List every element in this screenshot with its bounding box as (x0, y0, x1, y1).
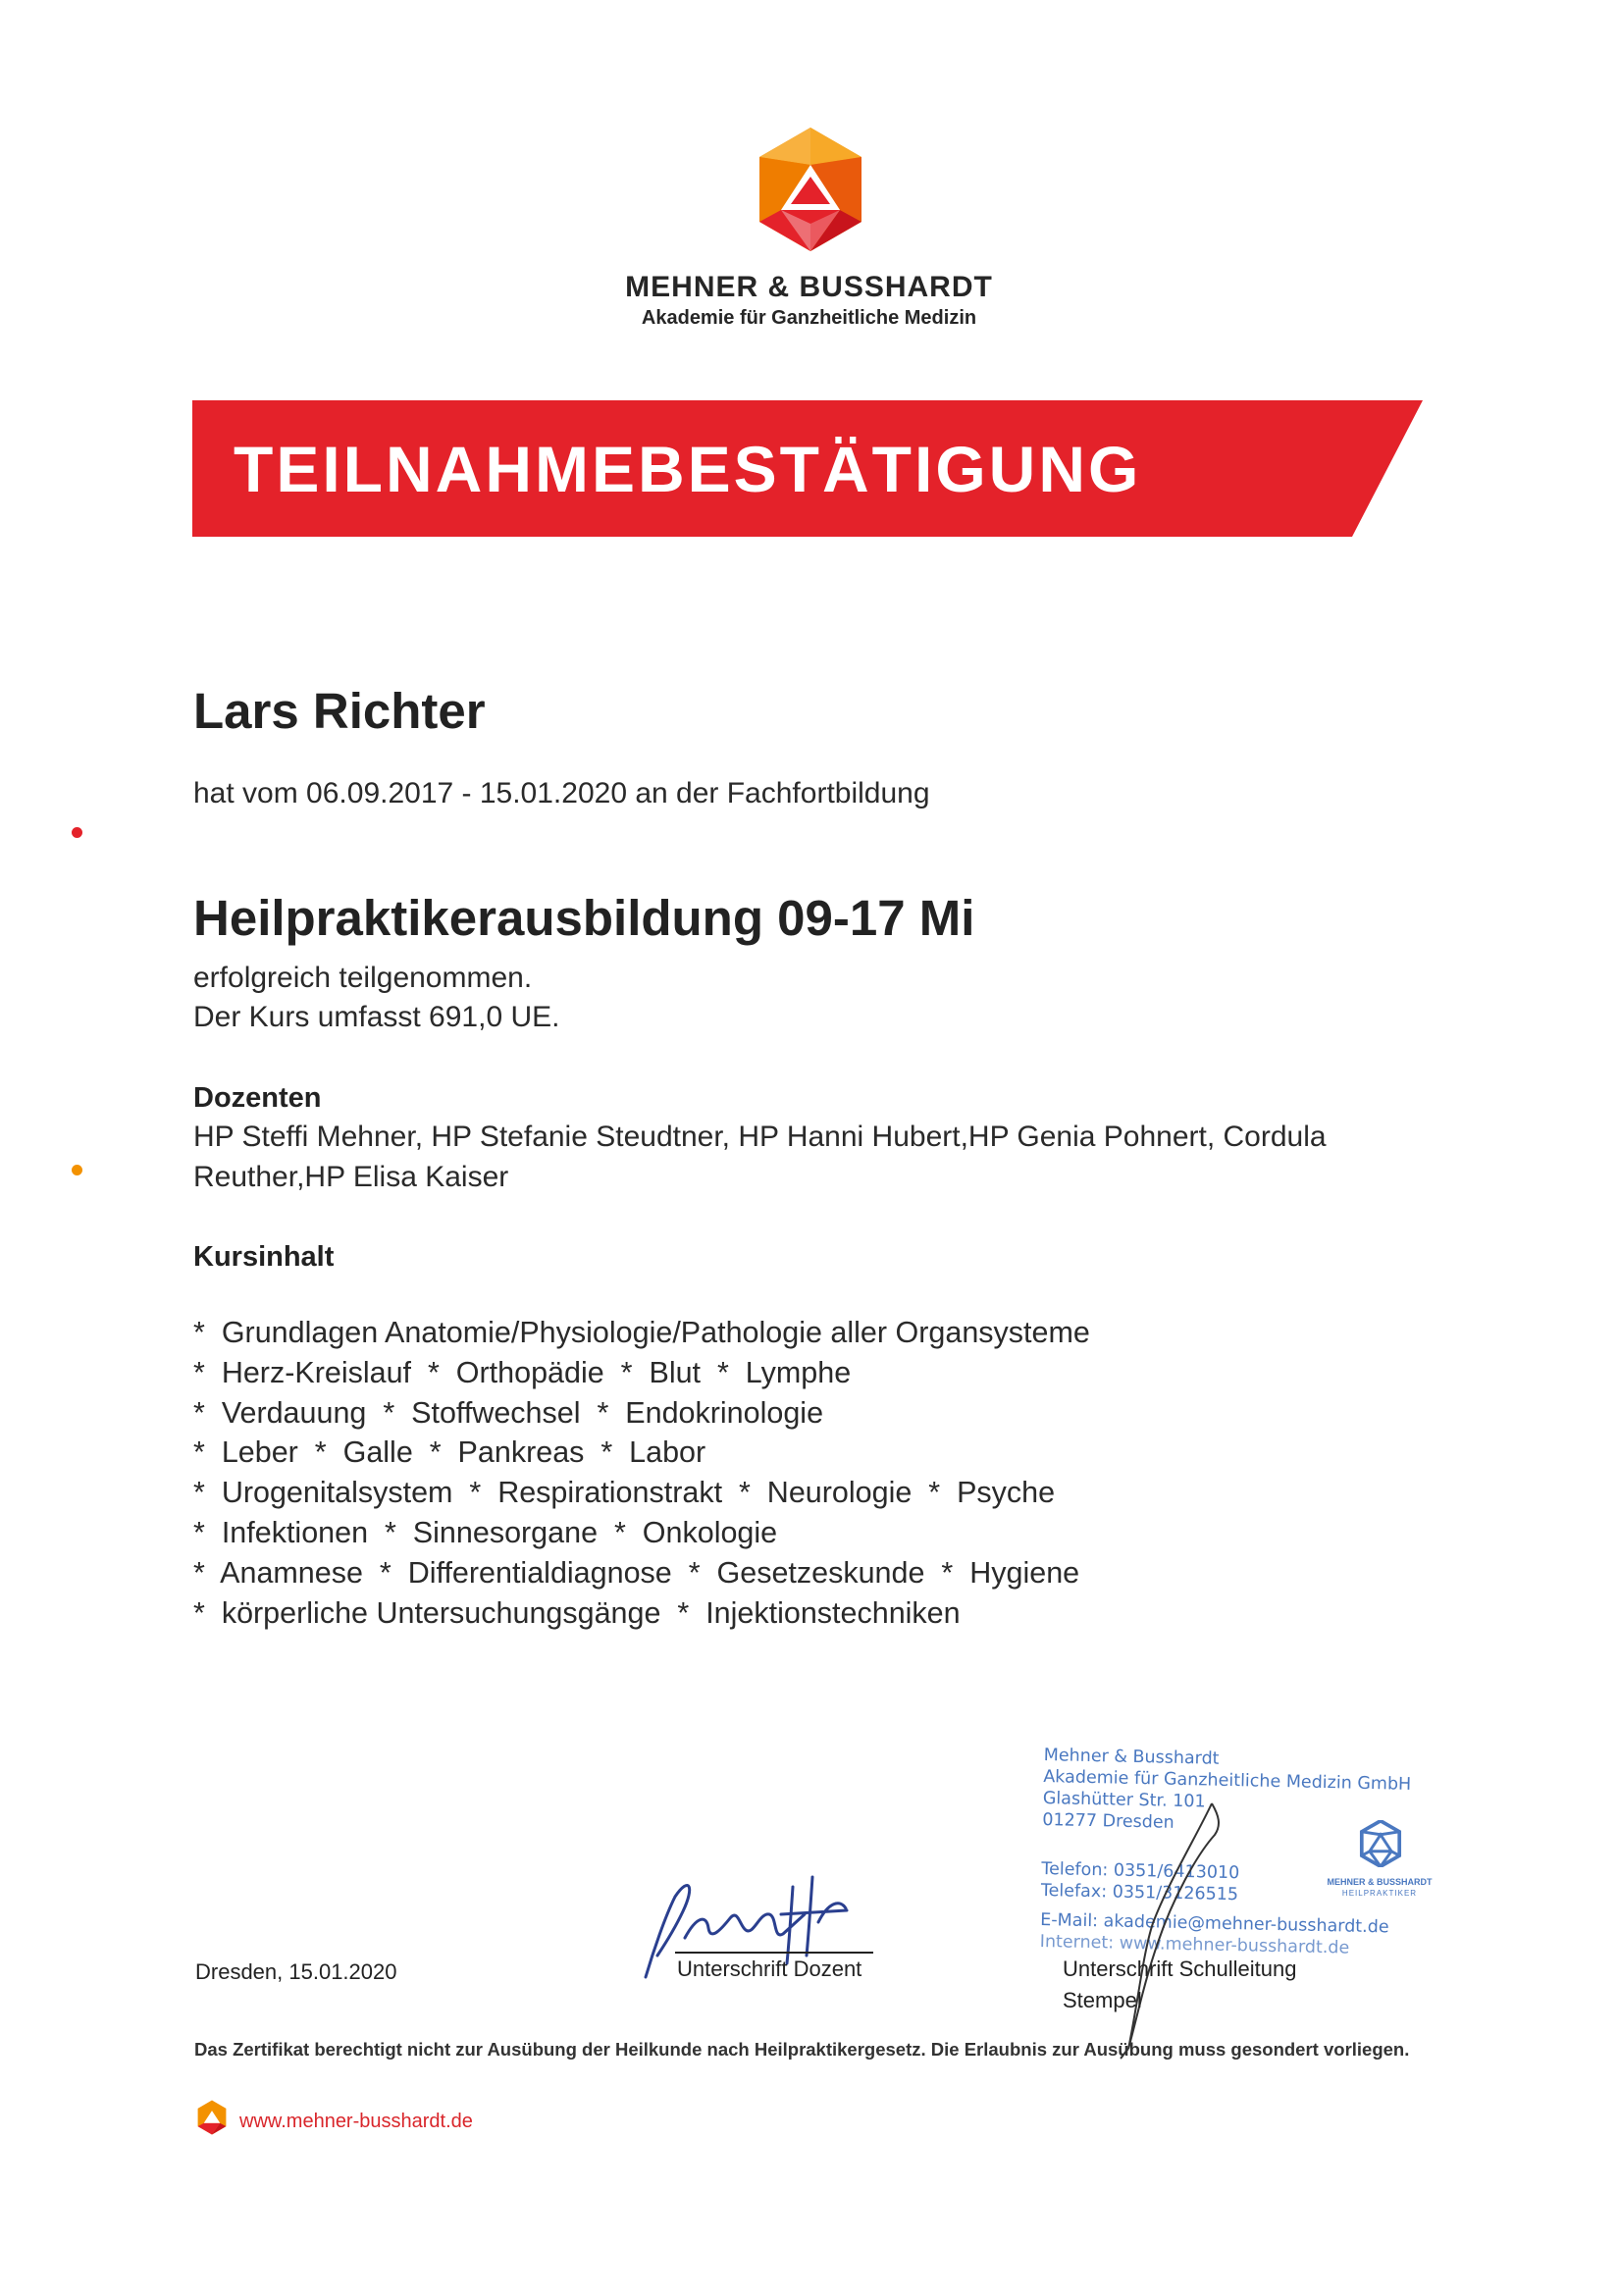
stamp-line: Akademie für Ganzheitliche Medizin GmbH (1043, 1766, 1412, 1795)
stamp-line: Glashütter Str. 101 (1042, 1788, 1206, 1812)
stamp-internet: Internet: www.mehner-busshardt.de (1039, 1931, 1350, 1958)
place-date: Dresden, 15.01.2020 (195, 1959, 397, 1984)
list-item: * Grundlagen Anatomie/Physiologie/Pathologie aller Organsysteme (193, 1316, 1090, 1349)
stamp-logo-icon (1358, 1820, 1403, 1867)
punch-mark-orange (72, 1165, 82, 1175)
list-item: * Herz-Kreislauf * Orthopädie * Blut * Lymphe (193, 1355, 852, 1389)
stamp-phone: Telefon: 0351/6413010 (1041, 1858, 1240, 1884)
website-link[interactable]: www.mehner-busshardt.de (239, 2111, 473, 2132)
participant-name: Lars Richter (193, 683, 486, 739)
lecturer-signature-label: Unterschrift Dozent (677, 1957, 862, 1981)
content-list (193, 1313, 1090, 1633)
scope-line: Der Kurs umfasst 691,0 UE. (193, 1001, 560, 1033)
list-item: * Infektionen * Sinnesorgane * Onkologie (193, 1515, 778, 1549)
content-heading: Kursinhalt (193, 1241, 335, 1273)
list-item: * Anamnese * Differentialdiagnose * Gesetzeskunde * Hygiene (193, 1555, 1080, 1590)
course-title: Heilpraktikerausbildung 09-17 Mi (193, 890, 975, 946)
stamp-mini-sub: HEILPRAKTIKER (1341, 1889, 1418, 1898)
punch-mark-red (72, 827, 82, 838)
disclaimer: Das Zertifikat berechtigt nicht zur Ausübung der Heilkunde nach Heilpraktikergesetz. Die Erlaubnis zur Ausübung muss gesondert vorliegen. (194, 2039, 1410, 2060)
brand-name: MEHNER & BUSSHARDT (625, 271, 993, 303)
stamp-label: Stempel (1063, 1988, 1142, 2012)
result-line: erfolgreich teilgenommen. (193, 962, 533, 994)
list-item: * Urogenitalsystem * Respirationstrakt * Neurologie * Psyche (193, 1476, 1056, 1510)
stamp-line: 01277 Dresden (1042, 1809, 1174, 1833)
list-item: * Leber * Galle * Pankreas * Labor (193, 1435, 706, 1470)
list-item: * körperliche Untersuchungsgänge * Injektionstechniken (193, 1595, 961, 1630)
stamp-fax: Telefax: 0351/3126515 (1040, 1880, 1239, 1905)
lecturers-heading: Dozenten (193, 1082, 322, 1114)
brand-logo-icon (752, 126, 869, 253)
director-signature (1099, 1796, 1236, 2061)
certificate-title: TEILNAHMEBESTÄTIGUNG (234, 433, 1142, 505)
director-signature-label: Unterschrift Schulleitung (1063, 1957, 1297, 1981)
lecturers-line-1: HP Steffi Mehner, HP Stefanie Steudtner, HP Hanni Hubert,HP Genia Pohnert, Cordula (193, 1121, 1327, 1153)
brand-subtitle: Akademie für Ganzheitliche Medizin (641, 307, 977, 329)
stamp-line: Mehner & Busshardt (1043, 1745, 1220, 1769)
footer-logo-icon (195, 2100, 229, 2135)
list-item: * Verdauung * Stoffwechsel * Endokrinologie (193, 1395, 824, 1430)
period-line: hat vom 06.09.2017 - 15.01.2020 an der Fachfortbildung (193, 777, 930, 809)
stamp-mini-brand: MEHNER & BUSSHARDT (1327, 1877, 1433, 1887)
lecturer-signature-line (675, 1952, 873, 1954)
stamp-email: E-Mail: akademie@mehner-busshardt.de (1040, 1909, 1389, 1938)
lecturers-line-2: Reuther,HP Elisa Kaiser (193, 1161, 509, 1193)
